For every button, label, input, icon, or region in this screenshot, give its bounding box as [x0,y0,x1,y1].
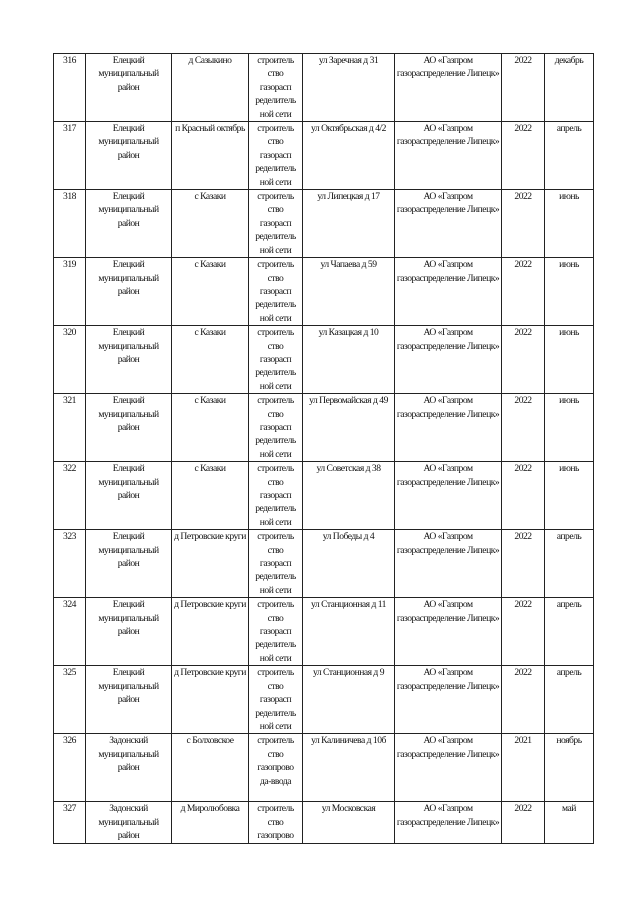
month-cell: июнь [545,326,594,394]
year-cell: 2022 [502,530,545,598]
work-type-cell: строитель ство газопрово да-ввода [249,734,303,802]
address-cell: ул Чапаева д 59 [303,258,395,326]
year-cell: 2022 [502,802,545,843]
table-row [54,530,594,598]
document-page [53,53,594,844]
address-cell: ул Заречная д 31 [303,54,395,122]
row-number: 324 [54,598,86,666]
row-number: 325 [54,666,86,734]
table-row [54,54,594,122]
district-cell: Елецкий муниципальный район [86,666,172,734]
table-row [54,394,594,462]
organization-cell: АО «Газпром газораспределение Липецк» [395,462,502,530]
month-cell: июнь [545,462,594,530]
address-cell: ул Первомайская д 49 [303,394,395,462]
row-number: 319 [54,258,86,326]
row-number: 316 [54,54,86,122]
year-cell: 2022 [502,122,545,190]
work-type-cell: строитель ство газорасп ределитель ной сети [249,326,303,394]
address-cell: ул Станционная д 11 [303,598,395,666]
work-type-cell: строитель ство газорасп ределитель ной сети [249,190,303,258]
address-cell: ул Московская [303,802,395,843]
table-row [54,122,594,190]
settlement-cell: д Миролюбовка [172,802,249,843]
work-type-cell: строитель ство газорасп ределитель ной сети [249,530,303,598]
row-number: 321 [54,394,86,462]
district-cell: Елецкий муниципальный район [86,326,172,394]
organization-cell: АО «Газпром газораспределение Липецк» [395,530,502,598]
organization-cell: АО «Газпром газораспределение Липецк» [395,666,502,734]
district-cell: Елецкий муниципальный район [86,122,172,190]
month-cell: июнь [545,394,594,462]
year-cell: 2022 [502,666,545,734]
year-cell: 2022 [502,462,545,530]
year-cell: 2022 [502,326,545,394]
gasification-table [53,53,594,844]
row-number: 322 [54,462,86,530]
address-cell: ул Победы д 4 [303,530,395,598]
month-cell: июнь [545,190,594,258]
settlement-cell: с Казаки [172,190,249,258]
table-row [54,666,594,734]
month-cell: июнь [545,258,594,326]
district-cell: Елецкий муниципальный район [86,530,172,598]
work-type-cell: строитель ство газорасп ределитель ной сети [249,394,303,462]
row-number: 326 [54,734,86,802]
settlement-cell: с Болховское [172,734,249,802]
table-row [54,190,594,258]
settlement-cell: п Красный октябрь [172,122,249,190]
organization-cell: АО «Газпром газораспределение Липецк» [395,326,502,394]
table-row [54,598,594,666]
district-cell: Елецкий муниципальный район [86,462,172,530]
district-cell: Задонский муниципальный район [86,802,172,843]
year-cell: 2021 [502,734,545,802]
organization-cell: АО «Газпром газораспределение Липецк» [395,54,502,122]
year-cell: 2022 [502,190,545,258]
district-cell: Елецкий муниципальный район [86,54,172,122]
table-row [54,734,594,802]
settlement-cell: с Казаки [172,394,249,462]
table-row [54,462,594,530]
organization-cell: АО «Газпром газораспределение Липецк» [395,190,502,258]
row-number: 327 [54,802,86,843]
month-cell: ноябрь [545,734,594,802]
organization-cell: АО «Газпром газораспределение Липецк» [395,394,502,462]
district-cell: Елецкий муниципальный район [86,394,172,462]
year-cell: 2022 [502,598,545,666]
work-type-cell: строитель ство газорасп ределитель ной сети [249,462,303,530]
table-body [54,54,594,844]
year-cell: 2022 [502,54,545,122]
address-cell: ул Калиничева д 10б [303,734,395,802]
district-cell: Елецкий муниципальный район [86,258,172,326]
table-row [54,802,594,843]
address-cell: ул Октябрьская д 4/2 [303,122,395,190]
organization-cell: АО «Газпром газораспределение Липецк» [395,598,502,666]
settlement-cell: с Казаки [172,462,249,530]
organization-cell: АО «Газпром газораспределение Липецк» [395,122,502,190]
month-cell: май [545,802,594,843]
district-cell: Елецкий муниципальный район [86,190,172,258]
work-type-cell: строитель ство газорасп ределитель ной сети [249,598,303,666]
settlement-cell: д Сазыкино [172,54,249,122]
work-type-cell: строитель ство газорасп ределитель ной сети [249,54,303,122]
organization-cell: АО «Газпром газораспределение Липецк» [395,802,502,843]
district-cell: Задонский муниципальный район [86,734,172,802]
work-type-cell: строитель ство газорасп ределитель ной сети [249,122,303,190]
month-cell: апрель [545,598,594,666]
year-cell: 2022 [502,258,545,326]
month-cell: апрель [545,122,594,190]
organization-cell: АО «Газпром газораспределение Липецк» [395,734,502,802]
work-type-cell: строитель ство газорасп ределитель ной сети [249,666,303,734]
month-cell: апрель [545,666,594,734]
address-cell: ул Казацкая д 10 [303,326,395,394]
row-number: 320 [54,326,86,394]
year-cell: 2022 [502,394,545,462]
district-cell: Елецкий муниципальный район [86,598,172,666]
settlement-cell: д Петровские круги [172,666,249,734]
table-row [54,326,594,394]
address-cell: ул Липецкая д 17 [303,190,395,258]
settlement-cell: с Казаки [172,326,249,394]
row-number: 317 [54,122,86,190]
month-cell: декабрь [545,54,594,122]
work-type-cell: строитель ство газопрово [249,802,303,843]
organization-cell: АО «Газпром газораспределение Липецк» [395,258,502,326]
settlement-cell: д Петровские круги [172,598,249,666]
address-cell: ул Станционная д 9 [303,666,395,734]
row-number: 323 [54,530,86,598]
row-number: 318 [54,190,86,258]
work-type-cell: строитель ство газорасп ределитель ной сети [249,258,303,326]
settlement-cell: с Казаки [172,258,249,326]
settlement-cell: д Петровские круги [172,530,249,598]
table-row [54,258,594,326]
address-cell: ул Советская д 38 [303,462,395,530]
month-cell: апрель [545,530,594,598]
